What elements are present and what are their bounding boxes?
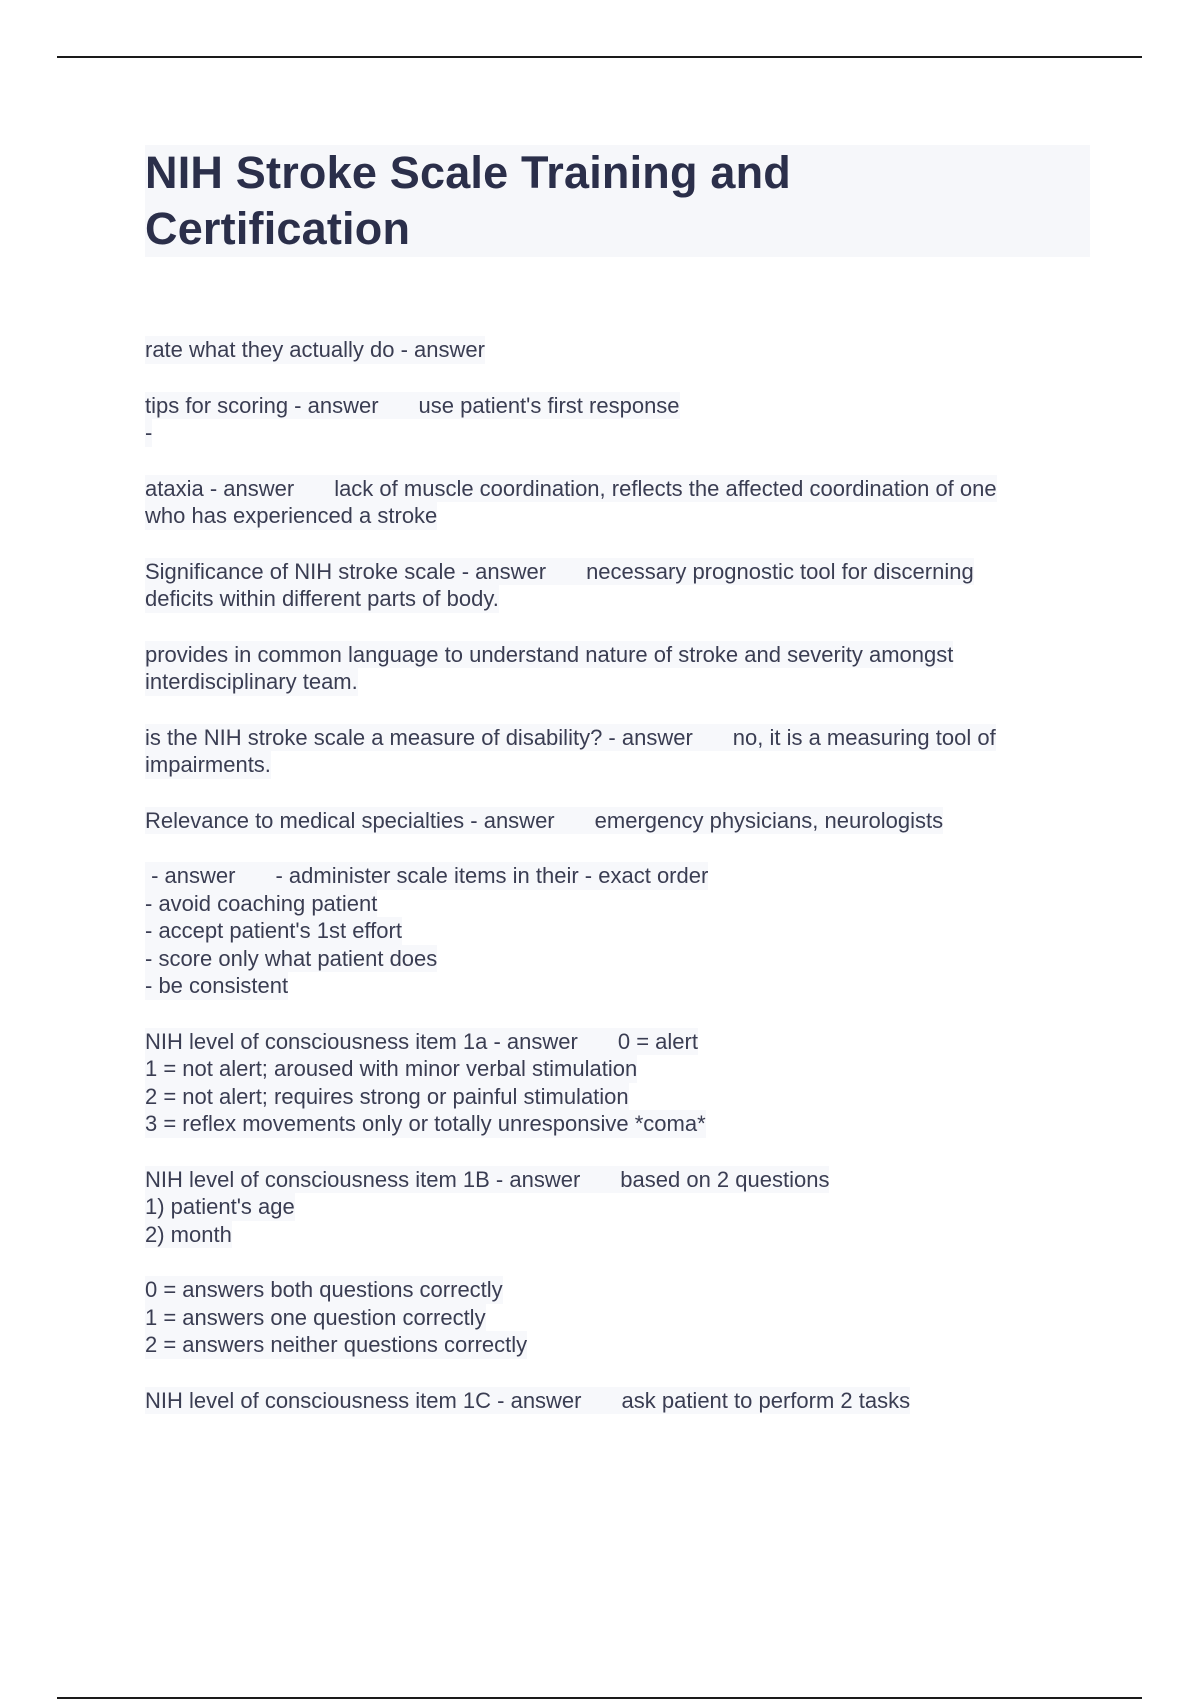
text-line: who has experienced a stroke [145,503,438,528]
question-answer-line [145,558,974,586]
title-block [145,145,1090,257]
answer-text: lack of muscle coordination, reflects the affected coordination of one [334,475,997,501]
flashcard-entry [145,336,1090,364]
flashcard-entry [145,641,1090,696]
text-line: - be consistent [145,973,289,998]
flashcard-entry [145,392,1090,447]
bottom-rule [57,1697,1142,1699]
flashcard-entry [145,862,1090,1000]
text-line: interdisciplinary team. [145,669,358,694]
document-title [145,145,1090,257]
text-line: 3 = reflex movements only or totally unresponsive *coma* [145,1111,706,1136]
answer-text: necessary prognostic tool for discerning [586,558,974,584]
flashcard-entry [145,1166,1090,1249]
text-line: rate what they actually do - answer [145,337,485,362]
text-line: 2 = answers neither questions correctly [145,1332,528,1357]
text-line: 2) month [145,1221,232,1247]
title-line-1: NIH Stroke Scale Training and [145,147,791,198]
question-text: NIH level of consciousness item 1B - answer [145,1166,581,1192]
answer-text: use patient's first response [418,392,680,418]
question-answer-line [145,392,680,420]
question-text: Significance of NIH stroke scale - answer [145,558,547,584]
question-answer-line [145,1028,698,1056]
top-rule [57,56,1142,58]
text-line: - avoid coaching patient [145,890,378,916]
question-answer-line [145,475,997,503]
flashcard-entry [145,807,1090,835]
text-line: 0 = answers both questions correctly [145,1277,503,1302]
question-text: ataxia - answer [145,475,295,501]
answer-text: ask patient to perform 2 tasks [621,1387,911,1413]
question-answer-line [145,724,996,752]
flashcard-entry [145,558,1090,613]
flashcard-entry [145,475,1090,530]
question-text: NIH level of consciousness item 1C - answer [145,1387,582,1413]
question-text: is the NIH stroke scale a measure of disability? - answer [145,724,693,750]
title-line-2: Certification [145,203,411,254]
text-line: - [145,420,153,445]
question-text: - answer [145,863,236,888]
question-answer-line [145,1387,910,1415]
text-line: 1) patient's age [145,1194,295,1219]
text-line: 2 = not alert; requires strong or painful stimulation [145,1083,629,1109]
flashcard-entry [145,1028,1090,1138]
answer-text: - administer scale items in their - exact order [275,863,709,888]
flashcard-entry [145,724,1090,779]
answer-text: no, it is a measuring tool of [732,724,996,750]
question-text: tips for scoring - answer [145,392,379,418]
text-line: - accept patient's 1st effort [145,918,402,943]
question-answer-line [145,807,943,835]
flashcard-list [145,336,1090,1442]
text-line: 1 = not alert; aroused with minor verbal stimulation [145,1056,638,1081]
question-text: NIH level of consciousness item 1a - answer [145,1028,578,1054]
flashcard-entry [145,1276,1090,1359]
question-text: Relevance to medical specialties - answer [145,807,555,833]
text-line: - score only what patient does [145,945,438,971]
question-answer-line [145,1166,829,1194]
question-answer-line [145,862,708,890]
text-line: deficits within different parts of body. [145,586,499,611]
text-line: impairments. [145,752,271,777]
answer-text: 0 = alert [617,1028,698,1054]
answer-text: emergency physicians, neurologists [594,807,944,833]
flashcard-entry [145,1387,1090,1415]
text-line: provides in common language to understand nature of stroke and severity amongst [145,641,954,667]
text-line: 1 = answers one question correctly [145,1304,486,1330]
answer-text: based on 2 questions [620,1166,830,1192]
